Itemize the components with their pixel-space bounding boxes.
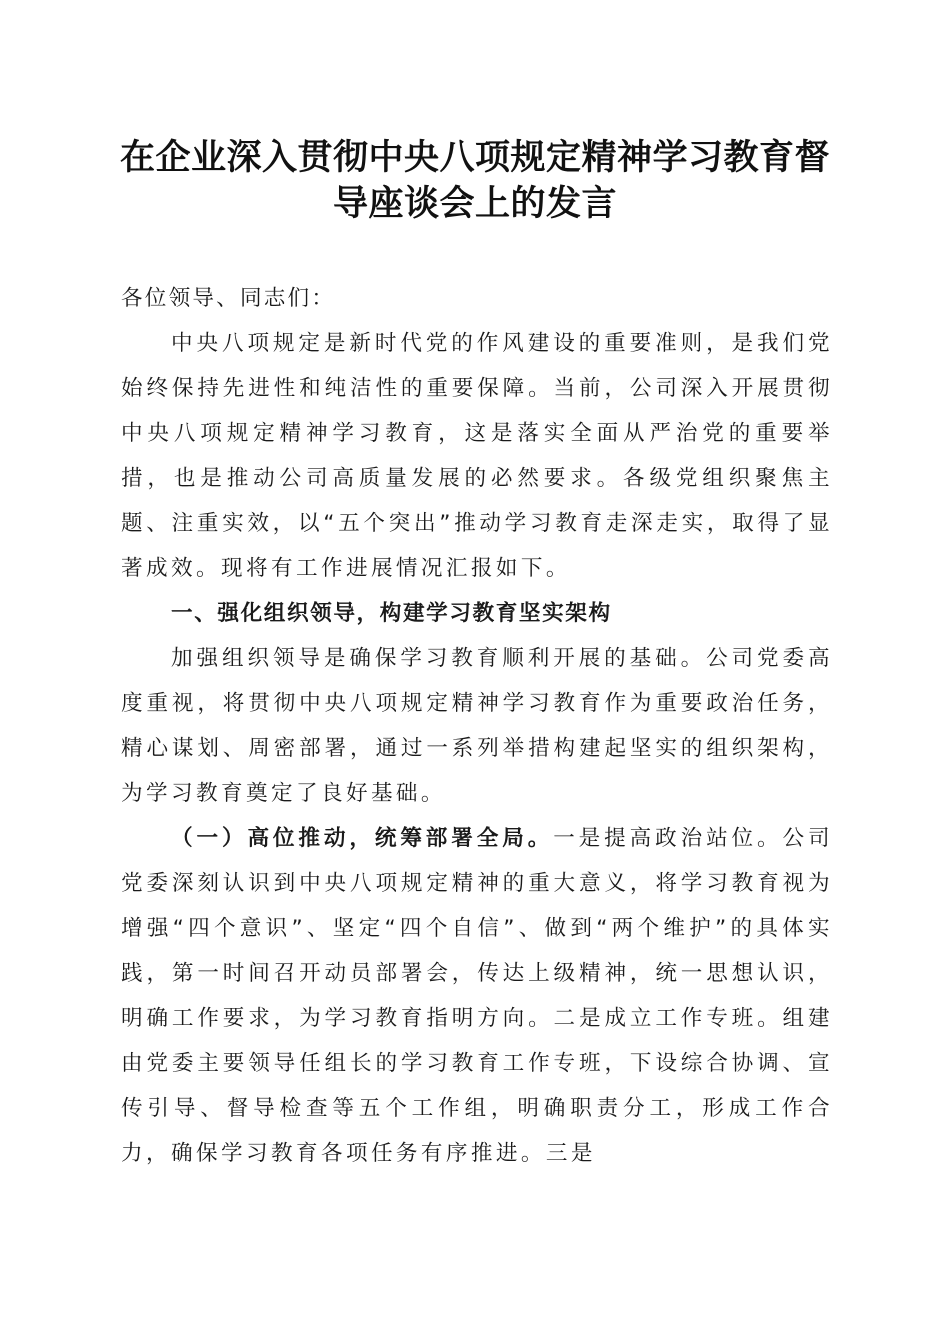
salutation: 各位领导、同志们： [121, 286, 336, 311]
document-body [121, 276, 833, 1176]
section-heading-1: 一、强化组织领导，构建学习教育坚实架构 [171, 601, 612, 626]
paragraph-subsection-1 [121, 816, 833, 1176]
paragraph-section-1: 加强组织领导是确保学习教育顺利开展的基础。公司党委高度重视，将贯彻中央八项规定精神学习教育作为重要政治任务，精心谋划、周密部署，通过一系列举措构建起坚实的组织架构，为学习教育奠定了良好基础。 [121, 646, 833, 806]
subsection-lead-1: （一）高位推动，统筹部署全局。 [171, 826, 554, 851]
document-title: 在企业深入贯彻中央八项规定精神学习教育督导座谈会上的发言 [119, 137, 830, 224]
paragraph-intro: 中央八项规定是新时代党的作风建设的重要准则，是我们党始终保持先进性和纯洁性的重要保障。当前，公司深入开展贯彻中央八项规定精神学习教育，这是落实全面从严治党的重要举措，也是推动公司高质量发展的必然要求。各级党组织聚焦主题、注重实效，以“五个突出”推动学习教育走深走实，取得了显著成效。现将有工作进展情况汇报如下。 [121, 331, 833, 581]
subsection-text-1: 一是提高政治站位。公司党委深刻认识到中央八项规定精神的重大意义，将学习教育视为增强“四个意识”、坚定“四个自信”、做到“两个维护”的具体实践，第一时间召开动员部署会，传达上级精神，统一思想认识，明确工作要求，为学习教育指明方向。二是成立工作专班。组建由党委主要领导任组长的学习教育工作专班，下设综合协调、宣传引导、督导检查等五个工作组，明确职责分工，形成工作合力，确保学习教育各项任务有序推进。三是 [121, 826, 833, 1166]
